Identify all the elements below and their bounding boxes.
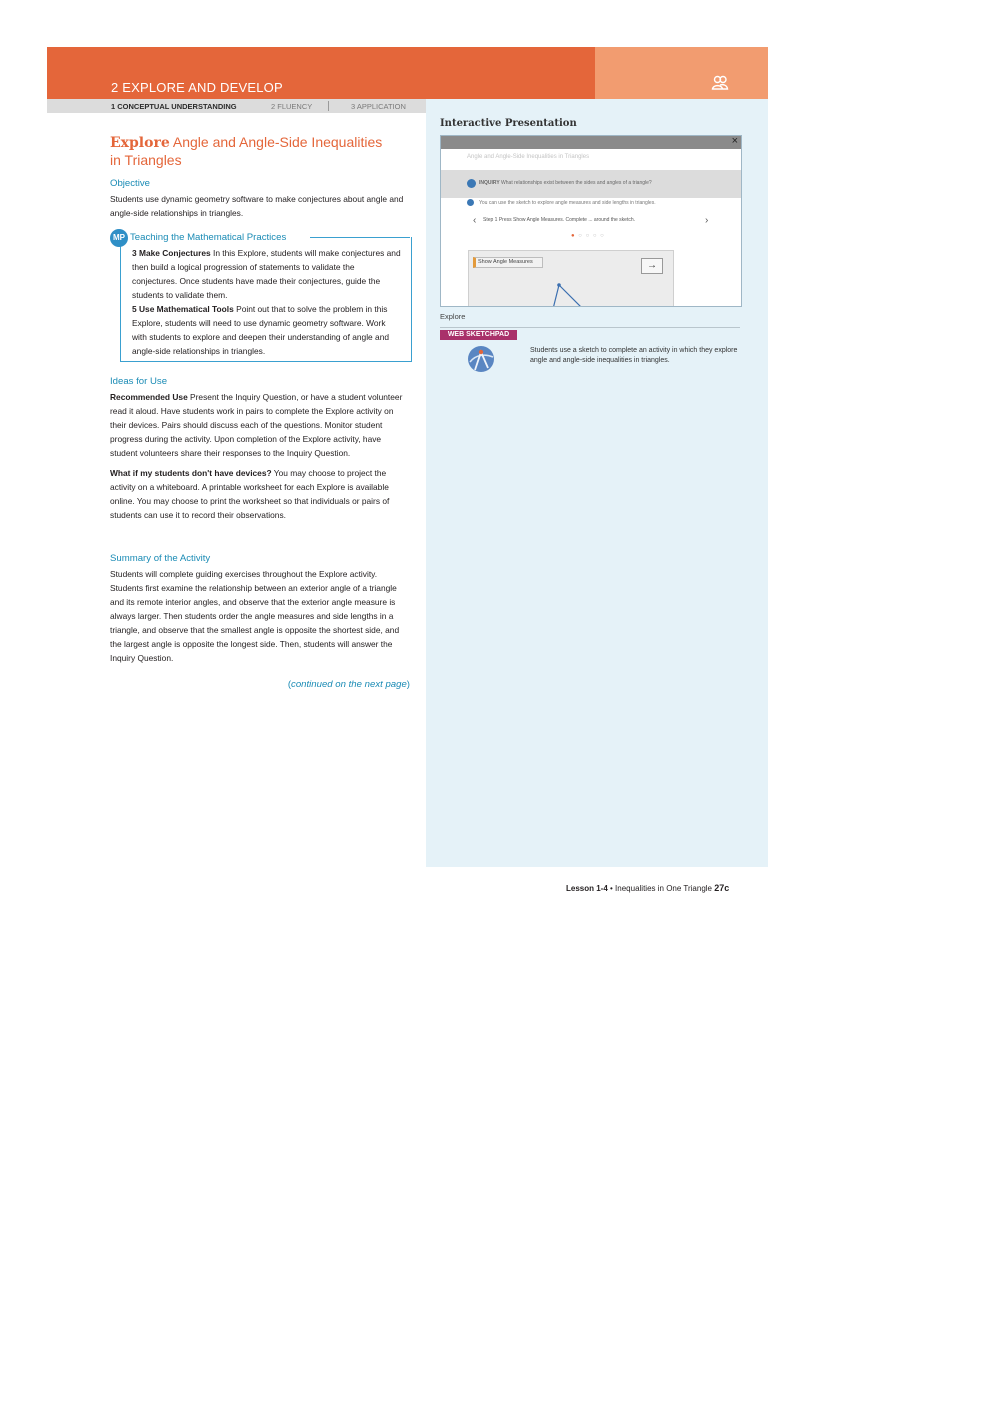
tab-application: 3 APPLICATION xyxy=(351,102,406,111)
tab-fluency: 2 FLUENCY xyxy=(271,102,313,111)
ideas-recommended xyxy=(110,390,410,460)
pager-dots: ○ ○ ○ ○ xyxy=(578,233,605,239)
continued-open: ( xyxy=(287,679,292,690)
continued-close: ) xyxy=(406,679,410,690)
footer-topic: Inequalities in One Triangle xyxy=(615,884,715,893)
tab-conceptual-understanding: 1 CONCEPTUAL UNDERSTANDING xyxy=(111,102,237,111)
web-sketchpad-rule xyxy=(440,327,740,328)
explore-title-line2: in Triangles xyxy=(110,152,182,168)
summary-text: Students will complete guiding exercises throughout the Explore activity. Students first examine the relationship between an exterior angle of a triangle and its remote interior angles, and observe that the exterior angle measure is always larger. Then students order the angle measures and side lengths in a triangle, and observe that the smallest angle is opposite the shortest side, and the largest angle is opposite the longest side. Then, students will answer the Inquiry Question. xyxy=(110,569,400,663)
close-icon: × xyxy=(731,135,738,147)
pager-active-dot: ● xyxy=(571,233,576,239)
go-arrow-icon: → xyxy=(641,258,663,274)
screenshot-inquiry-band xyxy=(441,170,741,198)
screenshot-line2: You can use the sketch to explore angle measures and side lengths in triangles. xyxy=(479,200,656,206)
progress-tabs xyxy=(47,99,426,113)
explore-title-bold: Explore xyxy=(110,135,170,151)
page-footer xyxy=(566,883,729,893)
ideas-p1-text: Present the Inquiry Question, or have a student volunteer read it aloud. Have students work in pairs to complete the Explore activity on their devices. Pairs should discuss each of the questions. Monitor student progress during the activity. Upon completion of the Explore activity, have student volunteers share their responses to the Inquiry Question. xyxy=(110,392,403,458)
interactive-presentation-label: Interactive Presentation xyxy=(440,118,577,129)
sketch-canvas xyxy=(468,250,674,307)
mp-text xyxy=(132,246,402,358)
mp-item-conjectures xyxy=(132,246,402,302)
screenshot-step: Step 1 Press Show Angle Measures. Complete ... around the sketch. xyxy=(483,217,636,223)
screenshot-pager xyxy=(571,233,605,239)
mp-item2-label: 5 Use Mathematical Tools xyxy=(132,304,234,314)
ideas-heading: Ideas for Use xyxy=(110,376,168,387)
screenshot-titlebar xyxy=(441,136,741,149)
screenshot-caption: Explore xyxy=(440,312,466,321)
inquiry-globe-icon xyxy=(467,179,476,188)
mp-badge-icon: MP xyxy=(110,229,128,247)
tab-divider xyxy=(328,101,329,111)
explore-title xyxy=(110,134,410,169)
screenshot-inquiry xyxy=(479,180,652,186)
info-globe-icon xyxy=(467,199,474,206)
ideas-devices xyxy=(110,466,410,522)
section-title: 2 EXPLORE AND DEVELOP xyxy=(111,80,283,95)
triangle-sketch xyxy=(539,271,599,307)
mp-item1-label: 3 Make Conjectures xyxy=(132,248,211,258)
mp-item2-text: Point out that to solve the problem in this Explore, students will need to use dynamic geometry software. Work with students to explore and deepen their understanding of angle and angle-side relationships in triangles. xyxy=(132,304,390,356)
footer-lesson: Lesson 1-4 xyxy=(566,884,608,893)
continued-text: continued on the next page xyxy=(291,679,407,690)
show-angle-measures-button: Show Angle Measures xyxy=(473,257,543,268)
mp-item1-text: In this Explore, students will make conjectures and then build a logical progression of statements to validate the conjectures. Once students have made their conjectures, guide the students to validate them. xyxy=(132,248,401,300)
page-number: 27c xyxy=(714,883,730,893)
web-sketchpad-text: Students use a sketch to complete an activity in which they explore angle and angle-side inequalities in triangles. xyxy=(530,347,738,364)
web-sketchpad-tag: WEB SKETCHPAD xyxy=(440,330,517,340)
ideas-body xyxy=(110,390,410,528)
ideas-p2-label: What if my students don't have devices? xyxy=(110,468,272,478)
explore-title-line1: Angle and Angle-Side Inequalities xyxy=(172,134,383,150)
web-sketchpad-icon xyxy=(466,344,496,374)
mp-box-top-rule xyxy=(310,237,410,238)
screenshot-heading: Angle and Angle-Side Inequalities in Triangles xyxy=(467,154,590,160)
mp-item-tools xyxy=(132,302,402,358)
objective-heading: Objective xyxy=(110,178,150,189)
summary-heading: Summary of the Activity xyxy=(110,553,211,564)
prev-arrow-icon: ‹ xyxy=(473,215,477,226)
inquiry-label: INQUIRY xyxy=(479,180,500,186)
next-arrow-icon: › xyxy=(705,215,709,226)
continued-note xyxy=(110,679,410,690)
presentation-screenshot xyxy=(440,135,742,307)
objective-text: Students use dynamic geometry software to make conjectures about angle and angle-side relationships in triangles. xyxy=(110,194,404,218)
group-students-icon xyxy=(711,74,729,92)
ideas-p2-text: You may choose to project the activity on a whiteboard. A printable worksheet for each Explore is available online. You may choose to print the worksheet so that individuals or pairs of students can use it to record their observations. xyxy=(110,468,390,520)
footer-bullet: • xyxy=(607,884,616,893)
inquiry-text: What relationships exist between the sides and angles of a triangle? xyxy=(501,180,652,186)
ideas-p1-label: Recommended Use xyxy=(110,392,188,402)
section-header-accent xyxy=(595,47,768,99)
mp-heading: Teaching the Mathematical Practices xyxy=(130,232,287,243)
